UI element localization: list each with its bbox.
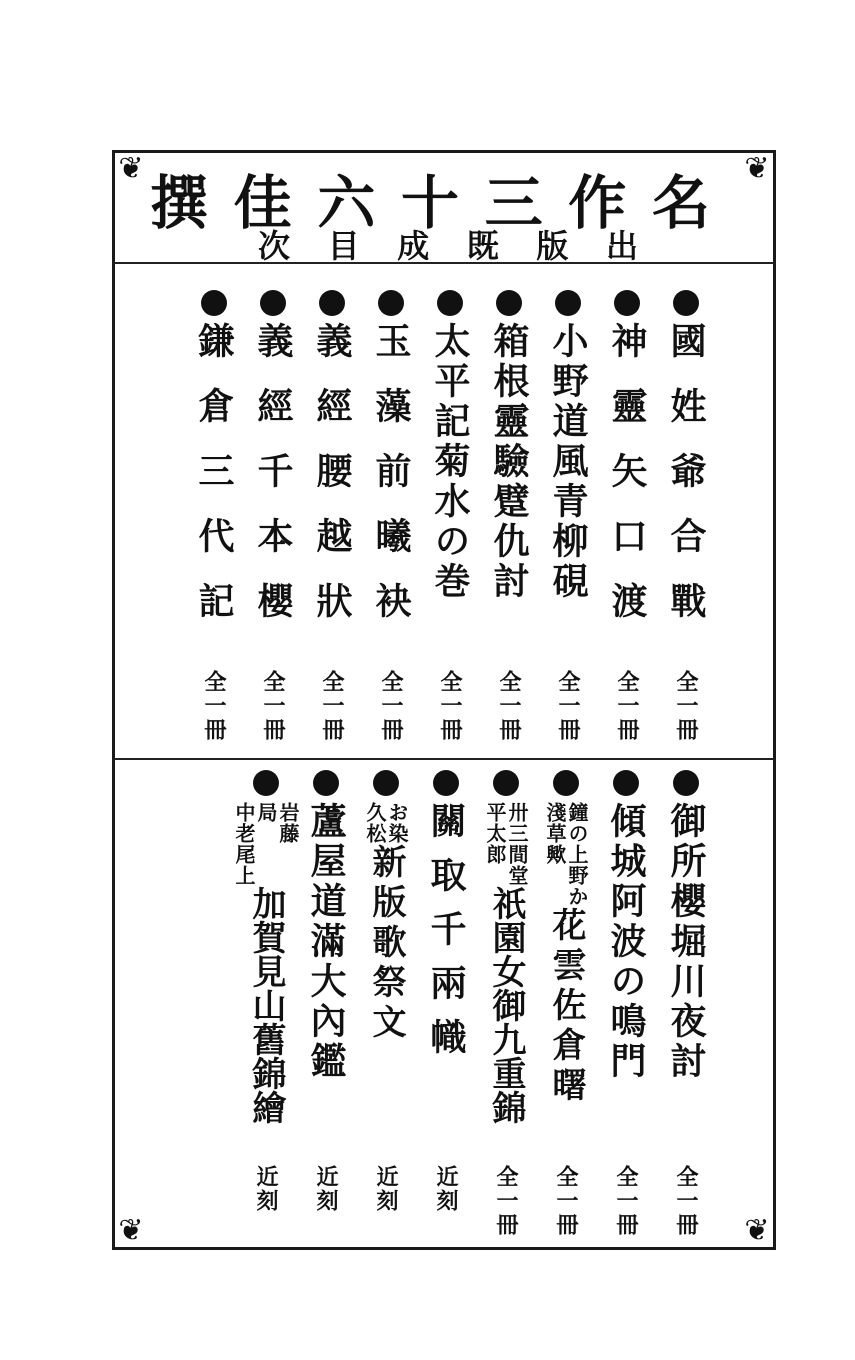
entry-volume: 全一冊 <box>201 670 227 742</box>
ornament-bottom-left-icon: ❦ <box>118 1213 144 1248</box>
catalog-entry <box>660 290 712 750</box>
entry-volume: 全一冊 <box>493 1165 519 1237</box>
bullet-icon <box>614 290 640 316</box>
entry-title: 新版歌祭文 <box>366 844 406 1044</box>
subtitle-char: 成 <box>397 227 430 265</box>
bullet-icon <box>437 290 463 316</box>
title-char: 六 <box>317 169 376 237</box>
entry-title: 關取千兩幟 <box>425 802 467 1072</box>
entry-title: 小野道風青柳硯 <box>547 322 589 602</box>
entry-title: 加賀見山舊錦繪 <box>246 886 286 1124</box>
entry-prefix <box>233 802 299 886</box>
title-char: 名 <box>651 169 710 237</box>
entry-prefix-line: 平太郎 <box>483 802 507 865</box>
bullet-icon <box>253 770 279 796</box>
bullet-icon <box>201 290 227 316</box>
catalog-entry <box>483 290 535 750</box>
entry-volume: 近刻 <box>433 1165 459 1213</box>
entry-volume: 全一冊 <box>555 670 581 742</box>
entry-prefix-line: 卅三間堂 <box>505 802 529 886</box>
entry-prefix-line: 局 <box>254 802 278 823</box>
catalog-entry <box>232 770 300 1250</box>
entry-title: 玉藻前曦袂 <box>370 322 412 647</box>
entry-title: 鎌倉三代記 <box>193 322 235 647</box>
page-subtitle <box>258 228 638 264</box>
entry-prefix-line: 久松 <box>363 802 387 844</box>
entry-title: 義經腰越狀 <box>311 322 353 647</box>
bullet-icon <box>433 770 459 796</box>
entry-title: 箱根靈驗躄仇討 <box>488 322 530 602</box>
bullet-icon <box>555 290 581 316</box>
entry-volume: 全一冊 <box>553 1165 579 1237</box>
bullet-icon <box>496 290 522 316</box>
entry-volume: 全一冊 <box>437 670 463 742</box>
bullet-icon <box>673 290 699 316</box>
bullet-icon <box>319 290 345 316</box>
entry-prefix-line: 鐘の上野か <box>565 802 589 907</box>
catalog-entry <box>188 290 240 750</box>
catalog-entry <box>360 770 412 1250</box>
title-char: 佳 <box>233 169 292 237</box>
page-title <box>150 169 710 237</box>
title-char: 三 <box>484 169 543 237</box>
catalog-entry <box>601 290 653 750</box>
catalog-entry <box>480 770 532 1250</box>
catalog-entry <box>306 290 358 750</box>
title-char: 撰 <box>150 169 209 237</box>
entry-prefix-line: お染 <box>385 802 409 844</box>
bullet-icon <box>313 770 339 796</box>
divider-middle <box>114 758 774 760</box>
entry-title: 義經千本櫻 <box>252 322 294 647</box>
entry-volume: 全一冊 <box>260 670 286 742</box>
subtitle-char: 次 <box>258 227 291 265</box>
entry-prefix <box>364 802 408 844</box>
entry-volume: 近刻 <box>253 1165 279 1213</box>
divider-top <box>114 262 774 264</box>
catalog-entry <box>365 290 417 750</box>
entry-title: 神靈矢口渡 <box>606 322 648 647</box>
catalog-entry <box>660 770 712 1250</box>
entry-title: 祇園女御九重錦 <box>486 886 526 1124</box>
entry-volume: 全一冊 <box>614 670 640 742</box>
entry-title: 蘆屋道滿大內鑑 <box>305 802 347 1082</box>
entry-title: 傾城阿波の鳴門 <box>605 802 647 1082</box>
entry-volume: 全一冊 <box>496 670 522 742</box>
entry-volume: 近刻 <box>313 1165 339 1213</box>
entry-title: 國姓爺合戰 <box>665 322 707 647</box>
catalog-entry <box>420 770 472 1250</box>
entry-prefix-line: 中老尾上 <box>232 802 256 886</box>
entry-volume: 全一冊 <box>673 1165 699 1237</box>
bullet-icon <box>553 770 579 796</box>
entry-prefix-line: 淺草歟 <box>543 802 567 865</box>
catalog-entry <box>424 290 476 750</box>
bullet-icon <box>260 290 286 316</box>
catalog-entry <box>600 770 652 1250</box>
catalog-entry <box>247 290 299 750</box>
entry-prefix <box>544 802 588 907</box>
entry-title: 御所櫻堀川夜討 <box>665 802 707 1082</box>
subtitle-char: 出 <box>605 227 638 265</box>
title-char: 十 <box>400 169 459 237</box>
subtitle-char: 既 <box>466 227 499 265</box>
entry-volume: 全一冊 <box>613 1165 639 1237</box>
ornament-top-right-icon: ❦ <box>744 151 770 186</box>
bullet-icon <box>493 770 519 796</box>
subtitle-char: 版 <box>536 227 569 265</box>
entry-title: 太平記菊水の巻 <box>429 322 471 602</box>
entry-title: 花雲佐倉曙 <box>546 907 586 1107</box>
title-char: 作 <box>568 169 627 237</box>
entry-volume: 全一冊 <box>378 670 404 742</box>
catalog-entry <box>542 290 594 750</box>
bullet-icon <box>613 770 639 796</box>
entry-volume: 全一冊 <box>673 670 699 742</box>
entry-volume: 全一冊 <box>319 670 345 742</box>
catalog-entry <box>300 770 352 1250</box>
entry-volume: 近刻 <box>373 1165 399 1213</box>
subtitle-char: 目 <box>327 227 360 265</box>
bullet-icon <box>378 290 404 316</box>
ornament-bottom-right-icon: ❦ <box>744 1213 770 1248</box>
catalog-entry <box>540 770 592 1250</box>
entry-prefix-line: 岩藤 <box>276 802 300 844</box>
bullet-icon <box>673 770 699 796</box>
bullet-icon <box>373 770 399 796</box>
entry-prefix <box>484 802 528 886</box>
ornament-top-left-icon: ❦ <box>118 151 144 186</box>
